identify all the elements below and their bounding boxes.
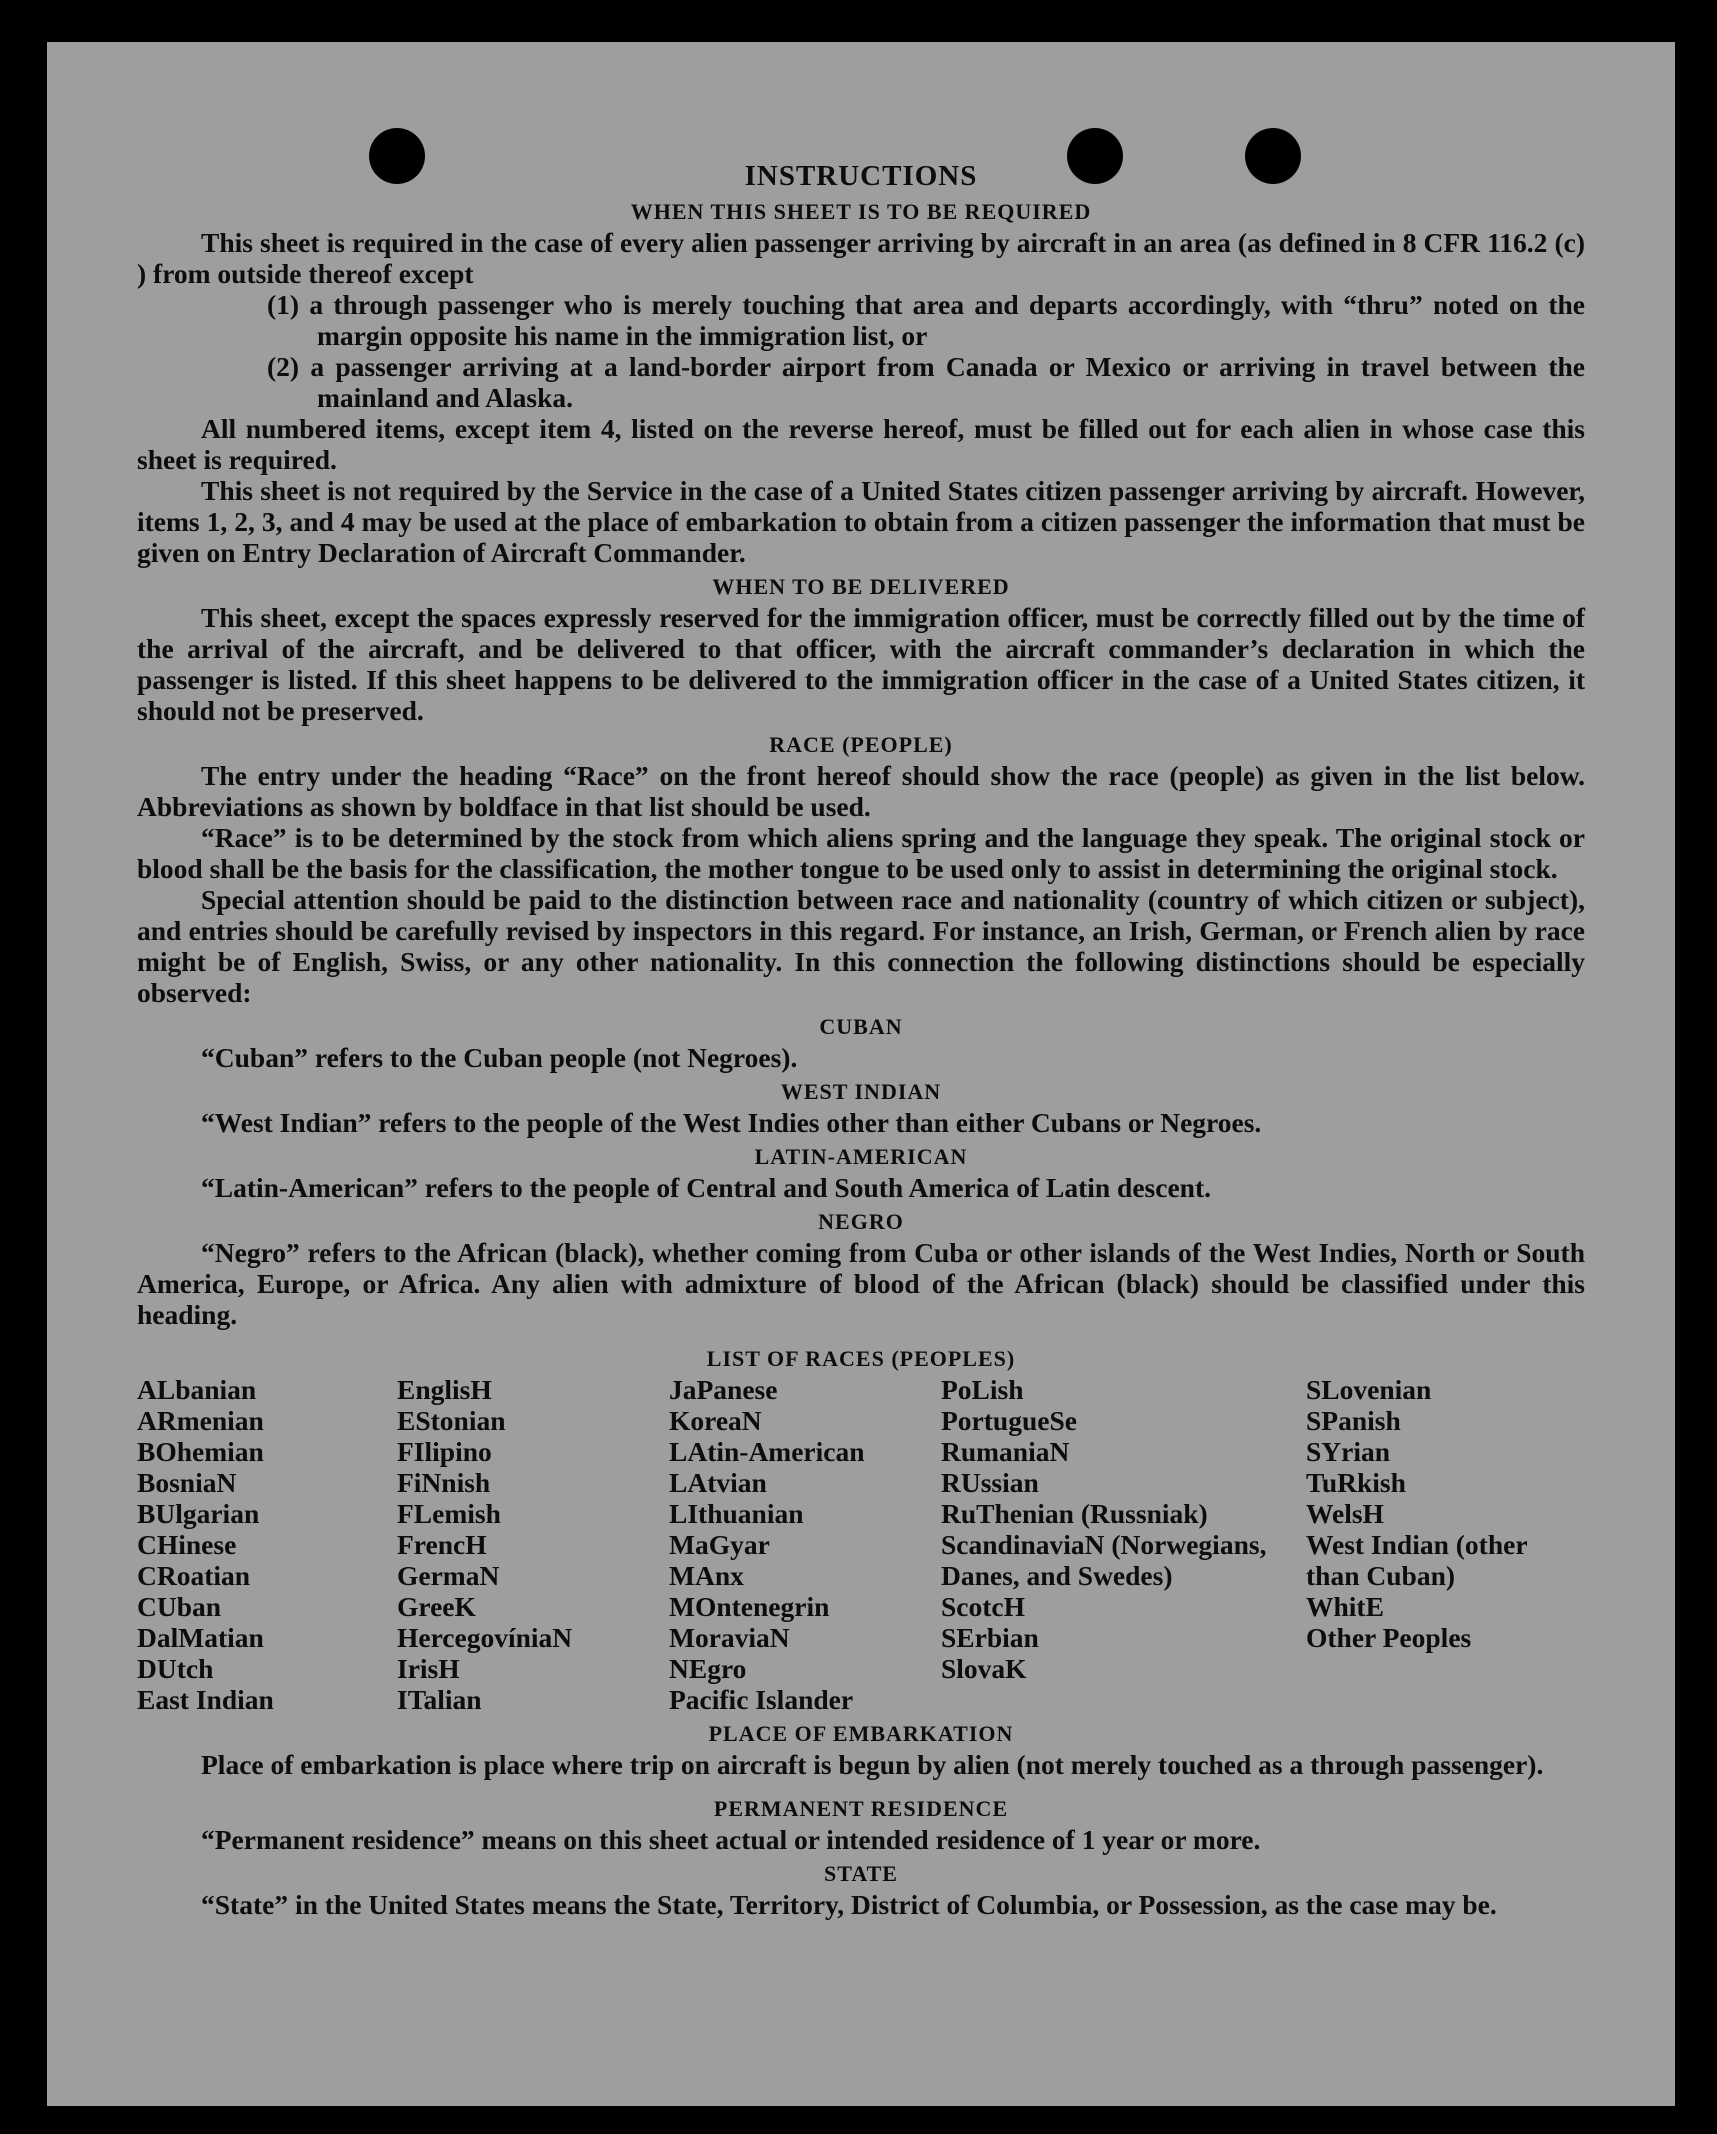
race-entry: MoraviaN (669, 1622, 790, 1653)
paragraph: “Permanent residence” means on this sheet actual or intended residence of 1 year or more. (201, 1824, 1261, 1855)
race-entry: FIlipino (397, 1436, 492, 1467)
race-column (669, 1374, 941, 1715)
section-heading: WHEN TO BE DELIVERED (712, 574, 1010, 599)
race-entry: EStonian (397, 1405, 506, 1436)
race-entry: West Indian (other than Cuban) (1306, 1529, 1528, 1591)
section-heading: NEGRO (818, 1209, 904, 1234)
paragraph: This sheet is not required by the Service in the case of a United States citizen passenger arriving by aircraft. However, items 1, 2, 3, and 4 may be used at the place of embarkation to obtain from a citizen passenger the information that must be given on Entry Declaration of Aircraft Commander. (137, 475, 1585, 568)
race-entry: CRoatian (137, 1560, 251, 1591)
race-entry: East Indian (137, 1684, 274, 1715)
race-entry: NEgro (669, 1653, 747, 1684)
race-entry: TuRkish (1306, 1467, 1406, 1498)
race-entry: KoreaN (669, 1405, 762, 1436)
race-entry: GreeK (397, 1591, 476, 1622)
race-entry: SlovaK (941, 1653, 1027, 1684)
race-entry: MAnx (669, 1560, 744, 1591)
race-entry: RUssian (941, 1467, 1039, 1498)
race-entry: DalMatian (137, 1622, 264, 1653)
race-entry: MaGyar (669, 1529, 770, 1560)
race-entry: BosniaN (137, 1467, 237, 1498)
race-entry: Other Peoples (1306, 1622, 1472, 1653)
section-heading: WEST INDIAN (780, 1079, 942, 1104)
race-column (941, 1374, 1306, 1715)
paragraph: “Negro” refers to the African (black), whether coming from Cuba or other islands of the West Indies, North or South America, Europe, or Africa. Any alien with admixture of blood of the African (black) should be classified under this heading. (137, 1237, 1585, 1330)
race-entry: BUlgarian (137, 1498, 260, 1529)
race-entry: LAtvian (669, 1467, 767, 1498)
document-page (47, 42, 1675, 2106)
paragraph: “Race” is to be determined by the stock from which aliens spring and the language they speak. The original stock or blood shall be the basis for the classification, the mother tongue to be used only to assist in determining the original stock. (137, 822, 1585, 884)
race-entry: ALbanian (137, 1374, 257, 1405)
race-entry: EnglisH (397, 1374, 492, 1405)
section-heading: PERMANENT RESIDENCE (713, 1796, 1009, 1821)
race-entry: HercegovíniaN (397, 1622, 573, 1653)
race-entry: SErbian (941, 1622, 1039, 1653)
section-heading: CUBAN (819, 1014, 903, 1039)
race-entry: GermaN (397, 1560, 500, 1591)
paragraph: All numbered items, except item 4, listed on the reverse hereof, must be filled out for each alien in whose case this sheet is required. (137, 413, 1585, 475)
list-item: (1) a through passenger who is merely touching that area and departs accordingly, with “thru” noted on the margin opposite his name in the immigration list, or (267, 289, 1585, 351)
race-entry: BOhemian (137, 1436, 264, 1467)
paragraph: The entry under the heading “Race” on the front hereof should show the race (people) as given in the list below. Abbreviations as shown by boldface in that list should be used. (137, 760, 1585, 822)
race-entry: CHinese (137, 1529, 237, 1560)
section-heading: WHEN THIS SHEET IS TO BE REQUIRED (630, 199, 1092, 224)
race-entry: MOntenegrin (669, 1591, 830, 1622)
race-column (1306, 1374, 1576, 1715)
race-entry: FiNnish (397, 1467, 491, 1498)
paragraph: “Latin-American” refers to the people of Central and South America of Latin descent. (201, 1172, 1211, 1203)
section-heading: STATE (824, 1861, 898, 1886)
race-entry: CUban (137, 1591, 222, 1622)
race-entry: FrencH (397, 1529, 487, 1560)
list-item: (2) a passenger arriving at a land-border airport from Canada or Mexico or arriving in travel between the mainland and Alaska. (267, 351, 1585, 413)
race-entry: PortugueSe (941, 1405, 1077, 1436)
paragraph: “West Indian” refers to the people of the West Indies other than either Cubans or Negroes. (201, 1107, 1262, 1138)
paragraph: Place of embarkation is place where trip on aircraft is begun by alien (not merely touched as a through passenger). (201, 1749, 1544, 1780)
paragraph: “State” in the United States means the State, Territory, District of Columbia, or Possession, as the case may be. (201, 1889, 1497, 1920)
race-entry: RumaniaN (941, 1436, 1070, 1467)
section-heading: PLACE OF EMBARKATION (708, 1721, 1014, 1746)
race-entry: SPanish (1306, 1405, 1401, 1436)
race-entry: SYrian (1306, 1436, 1391, 1467)
race-entry: ARmenian (137, 1405, 264, 1436)
race-entry: ScotcH (941, 1591, 1026, 1622)
paragraph: This sheet, except the spaces expressly reserved for the immigration officer, must be correctly filled out by the time of the arrival of the aircraft, and be delivered to that officer, with the aircraft commander’s declaration in which the passenger is listed. If this sheet happens to be delivered to the immigration officer in the case of a United States citizen, it should not be preserved. (137, 602, 1585, 726)
race-list (137, 1374, 1585, 1715)
race-entry: JaPanese (669, 1374, 778, 1405)
race-column (137, 1374, 397, 1715)
race-entry: ITalian (397, 1684, 482, 1715)
section-heading: RACE (PEOPLE) (769, 732, 953, 757)
race-entry: LAtin-American (669, 1436, 865, 1467)
race-entry: DUtch (137, 1653, 214, 1684)
race-entry: FLemish (397, 1498, 501, 1529)
paragraph: This sheet is required in the case of every alien passenger arriving by aircraft in an area (as defined in 8 CFR 116.2 (c) ) from outside thereof except (137, 227, 1585, 289)
paragraph: Special attention should be paid to the distinction between race and nationality (country of which citizen or subject), and entries should be carefully revised by inspectors in this regard. For instance, an Irish, German, or French alien by race might be of English, Swiss, or any other nationality. In this connection the following distinctions should be especially observed: (137, 884, 1585, 1008)
race-entry: PoLish (941, 1374, 1024, 1405)
paragraph: “Cuban” refers to the Cuban people (not Negroes). (201, 1042, 798, 1073)
race-entry: SLovenian (1306, 1374, 1432, 1405)
race-entry: RuThenian (Russniak) (941, 1498, 1208, 1529)
section-heading: LATIN-AMERICAN (754, 1144, 968, 1169)
race-entry: Pacific Islander (669, 1684, 854, 1715)
race-entry: ScandinaviaN (Norwegians, Danes, and Swedes) (941, 1529, 1267, 1591)
race-entry: LIthuanian (669, 1498, 804, 1529)
race-entry: WhitE (1306, 1591, 1384, 1622)
document-title: INSTRUCTIONS (744, 160, 978, 192)
race-entry: IrisH (397, 1653, 460, 1684)
document-body (137, 116, 1585, 1920)
race-entry: WelsH (1306, 1498, 1384, 1529)
race-column (397, 1374, 669, 1715)
section-heading: LIST OF RACES (PEOPLES) (706, 1346, 1016, 1371)
